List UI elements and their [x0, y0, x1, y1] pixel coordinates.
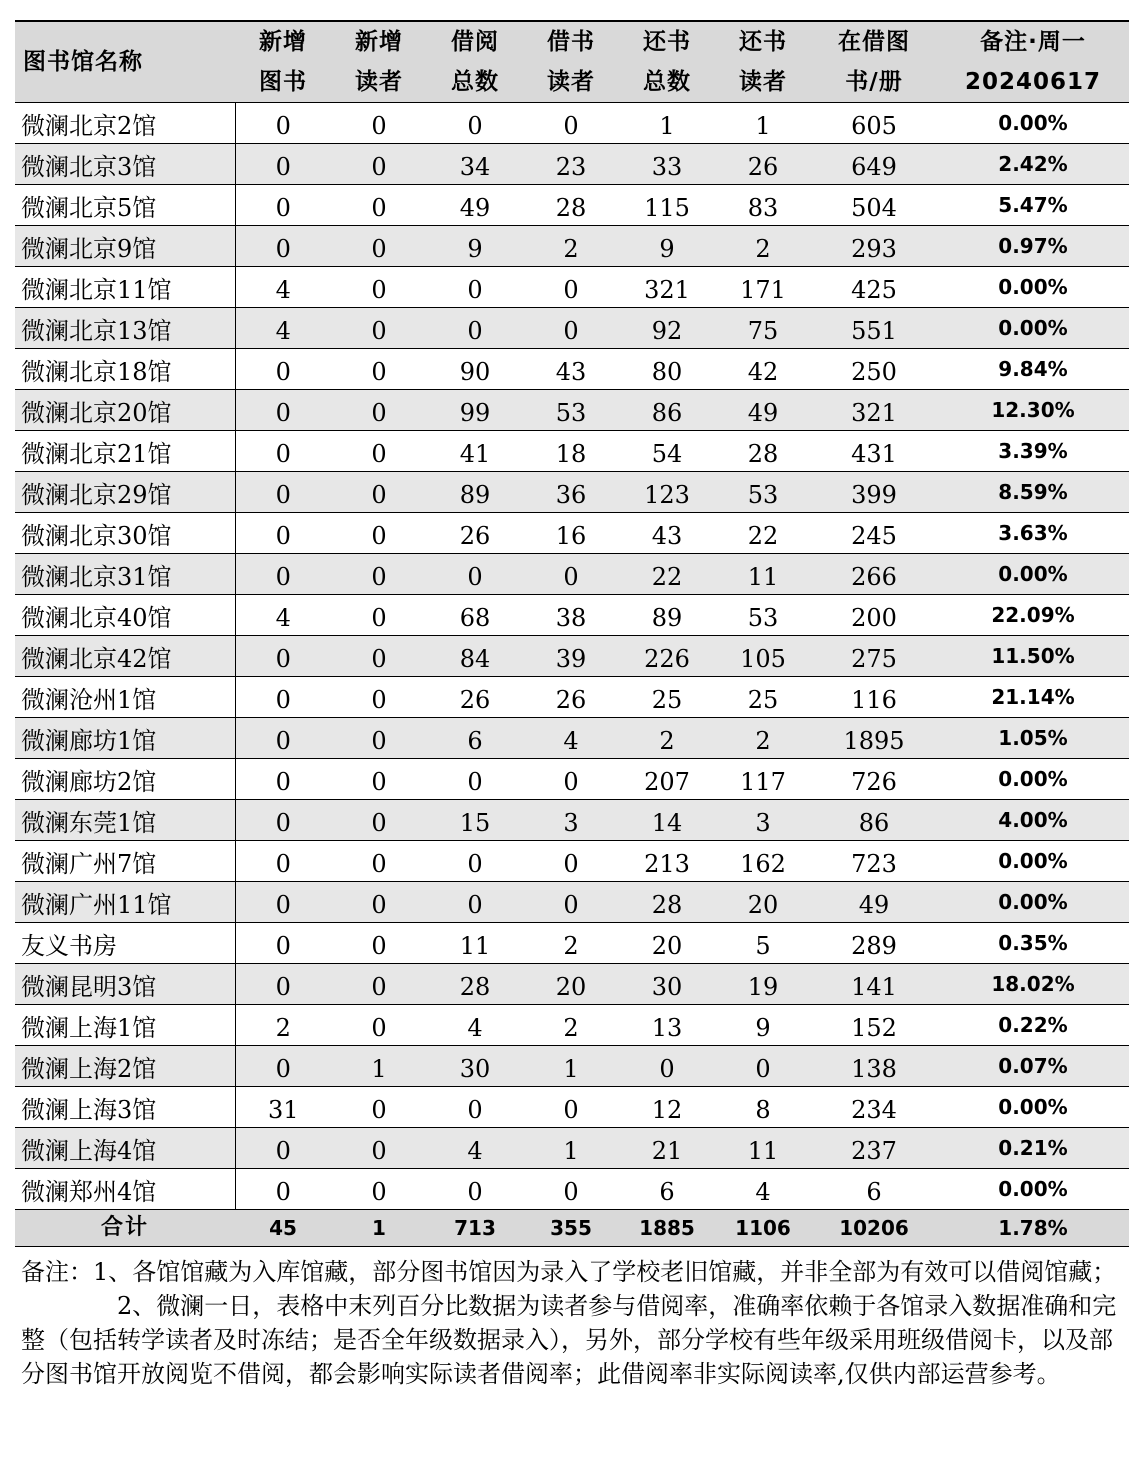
header-return-readers: 还书 读者: [715, 22, 811, 103]
cell-new-readers: 0: [331, 185, 427, 226]
cell-borrow-total: 90: [427, 349, 523, 390]
note-2: 2、微澜一日，表格中末列百分比数据为读者参与借阅率，准确率依赖于各馆录入数据准确和完整（包括转学读者及时冻结；是否全年级数据录入），另外，部分学校有些年级采用班级借阅卡，以及部分图书馆开放阅览不借阅，都会影响实际读者借阅率；此借阅率非实际阅读率,仅供内部运营参考。: [21, 1292, 1117, 1388]
cell-new-readers: 0: [331, 595, 427, 636]
table-row: [15, 349, 1129, 390]
cell-borrow-readers: 53: [523, 390, 619, 431]
cell-new-readers: 0: [331, 1005, 427, 1046]
cell-name: 微澜郑州4馆: [15, 1169, 235, 1210]
cell-new-books: 0: [235, 718, 331, 759]
cell-return-readers: 83: [715, 185, 811, 226]
cell-rate: 5.47%: [937, 185, 1129, 226]
cell-return-readers: 2: [715, 718, 811, 759]
cell-new-books: 0: [235, 185, 331, 226]
total-rate: 1.78%: [937, 1210, 1129, 1247]
cell-on-loan: 245: [811, 513, 937, 554]
cell-borrow-total: 0: [427, 1169, 523, 1210]
header-remark: 备注·周一 20240617: [937, 22, 1129, 103]
cell-on-loan: 504: [811, 185, 937, 226]
table-row: [15, 677, 1129, 718]
cell-new-books: 0: [235, 759, 331, 800]
cell-on-loan: 726: [811, 759, 937, 800]
report-sheet: [15, 20, 1129, 1391]
cell-borrow-readers: 3: [523, 800, 619, 841]
cell-return-total: 92: [619, 308, 715, 349]
cell-rate: 0.00%: [937, 308, 1129, 349]
cell-new-readers: 0: [331, 390, 427, 431]
cell-on-loan: 289: [811, 923, 937, 964]
cell-return-readers: 11: [715, 554, 811, 595]
cell-on-loan: 275: [811, 636, 937, 677]
cell-rate: 0.00%: [937, 882, 1129, 923]
cell-return-total: 22: [619, 554, 715, 595]
cell-borrow-total: 0: [427, 759, 523, 800]
cell-return-readers: 1: [715, 103, 811, 144]
cell-return-readers: 5: [715, 923, 811, 964]
cell-rate: 21.14%: [937, 677, 1129, 718]
cell-return-readers: 171: [715, 267, 811, 308]
total-return-readers: 1106: [715, 1210, 811, 1247]
cell-return-total: 86: [619, 390, 715, 431]
cell-borrow-readers: 0: [523, 882, 619, 923]
cell-new-readers: 0: [331, 882, 427, 923]
cell-borrow-readers: 43: [523, 349, 619, 390]
cell-borrow-readers: 18: [523, 431, 619, 472]
cell-name: 微澜北京11馆: [15, 267, 235, 308]
cell-return-total: 80: [619, 349, 715, 390]
cell-new-readers: 0: [331, 472, 427, 513]
cell-return-total: 321: [619, 267, 715, 308]
total-return-total: 1885: [619, 1210, 715, 1247]
cell-name: 友义书房: [15, 923, 235, 964]
cell-new-readers: 0: [331, 677, 427, 718]
header-borrow-total: 借阅 总数: [427, 22, 523, 103]
cell-borrow-readers: 0: [523, 841, 619, 882]
table-row: [15, 103, 1129, 144]
cell-borrow-readers: 4: [523, 718, 619, 759]
cell-name: 微澜北京3馆: [15, 144, 235, 185]
cell-borrow-total: 0: [427, 841, 523, 882]
cell-borrow-total: 84: [427, 636, 523, 677]
cell-return-readers: 75: [715, 308, 811, 349]
cell-return-total: 54: [619, 431, 715, 472]
cell-return-total: 6: [619, 1169, 715, 1210]
cell-borrow-total: 4: [427, 1005, 523, 1046]
cell-new-readers: 0: [331, 1169, 427, 1210]
table-row: [15, 226, 1129, 267]
cell-return-total: 12: [619, 1087, 715, 1128]
cell-return-total: 9: [619, 226, 715, 267]
cell-rate: 0.00%: [937, 1169, 1129, 1210]
table-row: [15, 144, 1129, 185]
cell-borrow-total: 15: [427, 800, 523, 841]
cell-borrow-total: 6: [427, 718, 523, 759]
cell-new-books: 0: [235, 636, 331, 677]
total-label: 合计: [15, 1210, 235, 1247]
cell-on-loan: 551: [811, 308, 937, 349]
cell-return-total: 25: [619, 677, 715, 718]
cell-rate: 0.21%: [937, 1128, 1129, 1169]
cell-return-total: 115: [619, 185, 715, 226]
cell-rate: 0.00%: [937, 1087, 1129, 1128]
cell-return-readers: 117: [715, 759, 811, 800]
cell-return-total: 123: [619, 472, 715, 513]
cell-new-readers: 0: [331, 554, 427, 595]
cell-borrow-total: 11: [427, 923, 523, 964]
cell-new-books: 31: [235, 1087, 331, 1128]
table-row: [15, 800, 1129, 841]
cell-new-readers: 0: [331, 1087, 427, 1128]
table-row: [15, 308, 1129, 349]
table-row: [15, 1005, 1129, 1046]
cell-new-books: 0: [235, 226, 331, 267]
cell-borrow-total: 41: [427, 431, 523, 472]
cell-borrow-readers: 38: [523, 595, 619, 636]
cell-on-loan: 399: [811, 472, 937, 513]
cell-name: 微澜北京13馆: [15, 308, 235, 349]
cell-new-books: 0: [235, 1169, 331, 1210]
cell-on-loan: 649: [811, 144, 937, 185]
total-on-loan: 10206: [811, 1210, 937, 1247]
total-borrow-total: 713: [427, 1210, 523, 1247]
cell-name: 微澜沧州1馆: [15, 677, 235, 718]
cell-return-readers: 0: [715, 1046, 811, 1087]
cell-rate: 0.00%: [937, 841, 1129, 882]
note-1: 备注：1、各馆馆藏为入库馆藏，部分图书馆因为录入了学校老旧馆藏，并非全部为有效可以借阅馆藏；: [21, 1258, 1117, 1286]
cell-name: 微澜昆明3馆: [15, 964, 235, 1005]
cell-name: 微澜上海4馆: [15, 1128, 235, 1169]
cell-new-readers: 0: [331, 964, 427, 1005]
cell-new-books: 0: [235, 554, 331, 595]
cell-return-total: 207: [619, 759, 715, 800]
cell-return-readers: 22: [715, 513, 811, 554]
cell-name: 微澜北京42馆: [15, 636, 235, 677]
cell-borrow-readers: 16: [523, 513, 619, 554]
cell-rate: 0.00%: [937, 103, 1129, 144]
cell-borrow-readers: 23: [523, 144, 619, 185]
cell-on-loan: 6: [811, 1169, 937, 1210]
header-row: [15, 22, 1129, 103]
cell-new-books: 0: [235, 800, 331, 841]
cell-rate: 9.84%: [937, 349, 1129, 390]
cell-new-readers: 0: [331, 513, 427, 554]
cell-new-readers: 0: [331, 1128, 427, 1169]
cell-borrow-total: 0: [427, 554, 523, 595]
cell-return-readers: 8: [715, 1087, 811, 1128]
table-row: [15, 595, 1129, 636]
cell-borrow-readers: 26: [523, 677, 619, 718]
cell-rate: 8.59%: [937, 472, 1129, 513]
cell-return-readers: 25: [715, 677, 811, 718]
cell-borrow-total: 4: [427, 1128, 523, 1169]
cell-new-readers: 0: [331, 308, 427, 349]
cell-rate: 0.00%: [937, 759, 1129, 800]
table-row: [15, 1128, 1129, 1169]
cell-borrow-readers: 1: [523, 1128, 619, 1169]
cell-name: 微澜北京40馆: [15, 595, 235, 636]
cell-new-readers: 0: [331, 841, 427, 882]
cell-return-readers: 2: [715, 226, 811, 267]
cell-rate: 11.50%: [937, 636, 1129, 677]
table-row: [15, 1087, 1129, 1128]
cell-borrow-total: 9: [427, 226, 523, 267]
cell-name: 微澜北京30馆: [15, 513, 235, 554]
cell-borrow-readers: 0: [523, 1087, 619, 1128]
cell-borrow-readers: 2: [523, 923, 619, 964]
cell-borrow-total: 49: [427, 185, 523, 226]
total-new-books: 45: [235, 1210, 331, 1247]
cell-borrow-total: 30: [427, 1046, 523, 1087]
cell-rate: 12.30%: [937, 390, 1129, 431]
cell-rate: 1.05%: [937, 718, 1129, 759]
header-on-loan: 在借图 书/册: [811, 22, 937, 103]
cell-return-readers: 4: [715, 1169, 811, 1210]
cell-return-total: 43: [619, 513, 715, 554]
cell-rate: 0.07%: [937, 1046, 1129, 1087]
cell-new-books: 0: [235, 1128, 331, 1169]
cell-return-readers: 20: [715, 882, 811, 923]
cell-new-readers: 0: [331, 226, 427, 267]
table-row: [15, 472, 1129, 513]
cell-name: 微澜广州11馆: [15, 882, 235, 923]
cell-name: 微澜北京18馆: [15, 349, 235, 390]
total-row: [15, 1210, 1129, 1247]
cell-return-readers: 3: [715, 800, 811, 841]
cell-new-books: 4: [235, 267, 331, 308]
cell-return-readers: 9: [715, 1005, 811, 1046]
cell-on-loan: 237: [811, 1128, 937, 1169]
cell-rate: 0.97%: [937, 226, 1129, 267]
header-new-readers: 新增 读者: [331, 22, 427, 103]
cell-return-readers: 53: [715, 595, 811, 636]
cell-on-loan: 250: [811, 349, 937, 390]
cell-name: 微澜北京21馆: [15, 431, 235, 472]
cell-new-readers: 0: [331, 759, 427, 800]
cell-new-books: 0: [235, 677, 331, 718]
cell-return-readers: 42: [715, 349, 811, 390]
cell-borrow-total: 26: [427, 677, 523, 718]
table-body: [15, 103, 1129, 1210]
cell-name: 微澜北京20馆: [15, 390, 235, 431]
total-new-readers: 1: [331, 1210, 427, 1247]
cell-return-readers: 53: [715, 472, 811, 513]
cell-new-books: 4: [235, 308, 331, 349]
cell-return-total: 226: [619, 636, 715, 677]
cell-return-readers: 49: [715, 390, 811, 431]
table-row: [15, 759, 1129, 800]
table-row: [15, 554, 1129, 595]
cell-return-readers: 11: [715, 1128, 811, 1169]
cell-borrow-readers: 0: [523, 554, 619, 595]
cell-new-books: 0: [235, 513, 331, 554]
cell-borrow-readers: 1: [523, 1046, 619, 1087]
table-row: [15, 923, 1129, 964]
cell-borrow-total: 34: [427, 144, 523, 185]
table-row: [15, 185, 1129, 226]
table-row: [15, 636, 1129, 677]
cell-new-books: 0: [235, 1046, 331, 1087]
cell-new-readers: 0: [331, 103, 427, 144]
cell-new-readers: 0: [331, 800, 427, 841]
cell-return-readers: 105: [715, 636, 811, 677]
cell-new-readers: 0: [331, 431, 427, 472]
table-row: [15, 964, 1129, 1005]
cell-new-books: 0: [235, 103, 331, 144]
header-library-name: 图书馆名称: [15, 22, 235, 103]
library-stats-table: [15, 22, 1129, 1246]
cell-borrow-total: 68: [427, 595, 523, 636]
cell-rate: 2.42%: [937, 144, 1129, 185]
cell-on-loan: 141: [811, 964, 937, 1005]
cell-new-books: 0: [235, 923, 331, 964]
cell-new-books: 0: [235, 882, 331, 923]
cell-new-books: 0: [235, 431, 331, 472]
cell-rate: 0.00%: [937, 267, 1129, 308]
cell-return-readers: 162: [715, 841, 811, 882]
cell-new-readers: 0: [331, 144, 427, 185]
cell-borrow-readers: 39: [523, 636, 619, 677]
cell-on-loan: 234: [811, 1087, 937, 1128]
cell-return-total: 2: [619, 718, 715, 759]
table-row: [15, 882, 1129, 923]
cell-new-books: 2: [235, 1005, 331, 1046]
cell-new-books: 0: [235, 144, 331, 185]
cell-on-loan: 138: [811, 1046, 937, 1087]
cell-name: 微澜北京2馆: [15, 103, 235, 144]
table-row: [15, 390, 1129, 431]
cell-name: 微澜北京29馆: [15, 472, 235, 513]
cell-on-loan: 200: [811, 595, 937, 636]
cell-borrow-total: 28: [427, 964, 523, 1005]
cell-new-books: 0: [235, 349, 331, 390]
cell-rate: 0.35%: [937, 923, 1129, 964]
cell-borrow-total: 0: [427, 267, 523, 308]
cell-return-total: 21: [619, 1128, 715, 1169]
cell-name: 微澜廊坊2馆: [15, 759, 235, 800]
cell-return-total: 13: [619, 1005, 715, 1046]
cell-name: 微澜北京31馆: [15, 554, 235, 595]
cell-on-loan: 152: [811, 1005, 937, 1046]
cell-on-loan: 723: [811, 841, 937, 882]
cell-name: 微澜上海3馆: [15, 1087, 235, 1128]
cell-return-total: 20: [619, 923, 715, 964]
cell-borrow-readers: 2: [523, 1005, 619, 1046]
cell-return-total: 213: [619, 841, 715, 882]
cell-borrow-total: 0: [427, 882, 523, 923]
cell-on-loan: 86: [811, 800, 937, 841]
cell-new-books: 0: [235, 472, 331, 513]
table-row: [15, 1046, 1129, 1087]
cell-new-readers: 1: [331, 1046, 427, 1087]
cell-on-loan: 116: [811, 677, 937, 718]
cell-rate: 4.00%: [937, 800, 1129, 841]
cell-on-loan: 321: [811, 390, 937, 431]
cell-rate: 18.02%: [937, 964, 1129, 1005]
table-row: [15, 431, 1129, 472]
header-return-total: 还书 总数: [619, 22, 715, 103]
cell-name: 微澜北京9馆: [15, 226, 235, 267]
cell-new-readers: 0: [331, 636, 427, 677]
cell-borrow-total: 0: [427, 308, 523, 349]
table-row: [15, 513, 1129, 554]
cell-new-books: 0: [235, 390, 331, 431]
cell-new-books: 4: [235, 595, 331, 636]
cell-new-books: 0: [235, 841, 331, 882]
cell-return-total: 0: [619, 1046, 715, 1087]
table-row: [15, 267, 1129, 308]
cell-return-total: 89: [619, 595, 715, 636]
cell-on-loan: 293: [811, 226, 937, 267]
notes-block: [15, 1246, 1129, 1391]
table-row: [15, 718, 1129, 759]
cell-return-total: 30: [619, 964, 715, 1005]
cell-rate: 0.22%: [937, 1005, 1129, 1046]
cell-return-total: 14: [619, 800, 715, 841]
cell-borrow-readers: 2: [523, 226, 619, 267]
cell-rate: 3.39%: [937, 431, 1129, 472]
cell-on-loan: 605: [811, 103, 937, 144]
header-new-books: 新增 图书: [235, 22, 331, 103]
cell-name: 微澜东莞1馆: [15, 800, 235, 841]
cell-on-loan: 425: [811, 267, 937, 308]
cell-borrow-readers: 0: [523, 308, 619, 349]
table-row: [15, 1169, 1129, 1210]
cell-new-readers: 0: [331, 923, 427, 964]
cell-return-total: 1: [619, 103, 715, 144]
cell-on-loan: 1895: [811, 718, 937, 759]
cell-borrow-total: 0: [427, 1087, 523, 1128]
header-borrow-readers: 借书 读者: [523, 22, 619, 103]
cell-name: 微澜上海2馆: [15, 1046, 235, 1087]
cell-new-readers: 0: [331, 718, 427, 759]
cell-return-readers: 28: [715, 431, 811, 472]
cell-name: 微澜广州7馆: [15, 841, 235, 882]
cell-borrow-readers: 0: [523, 1169, 619, 1210]
cell-borrow-readers: 0: [523, 759, 619, 800]
cell-rate: 22.09%: [937, 595, 1129, 636]
cell-return-total: 33: [619, 144, 715, 185]
cell-name: 微澜廊坊1馆: [15, 718, 235, 759]
cell-new-books: 0: [235, 964, 331, 1005]
cell-borrow-readers: 0: [523, 103, 619, 144]
cell-name: 微澜北京5馆: [15, 185, 235, 226]
cell-rate: 0.00%: [937, 554, 1129, 595]
cell-return-total: 28: [619, 882, 715, 923]
cell-on-loan: 49: [811, 882, 937, 923]
cell-on-loan: 431: [811, 431, 937, 472]
cell-return-readers: 26: [715, 144, 811, 185]
cell-new-readers: 0: [331, 267, 427, 308]
total-borrow-readers: 355: [523, 1210, 619, 1247]
cell-borrow-total: 89: [427, 472, 523, 513]
cell-rate: 3.63%: [937, 513, 1129, 554]
cell-borrow-total: 26: [427, 513, 523, 554]
table-row: [15, 841, 1129, 882]
cell-borrow-total: 99: [427, 390, 523, 431]
cell-return-readers: 19: [715, 964, 811, 1005]
cell-on-loan: 266: [811, 554, 937, 595]
cell-borrow-readers: 36: [523, 472, 619, 513]
cell-borrow-total: 0: [427, 103, 523, 144]
cell-borrow-readers: 0: [523, 267, 619, 308]
cell-name: 微澜上海1馆: [15, 1005, 235, 1046]
cell-new-readers: 0: [331, 349, 427, 390]
cell-borrow-readers: 20: [523, 964, 619, 1005]
cell-borrow-readers: 28: [523, 185, 619, 226]
